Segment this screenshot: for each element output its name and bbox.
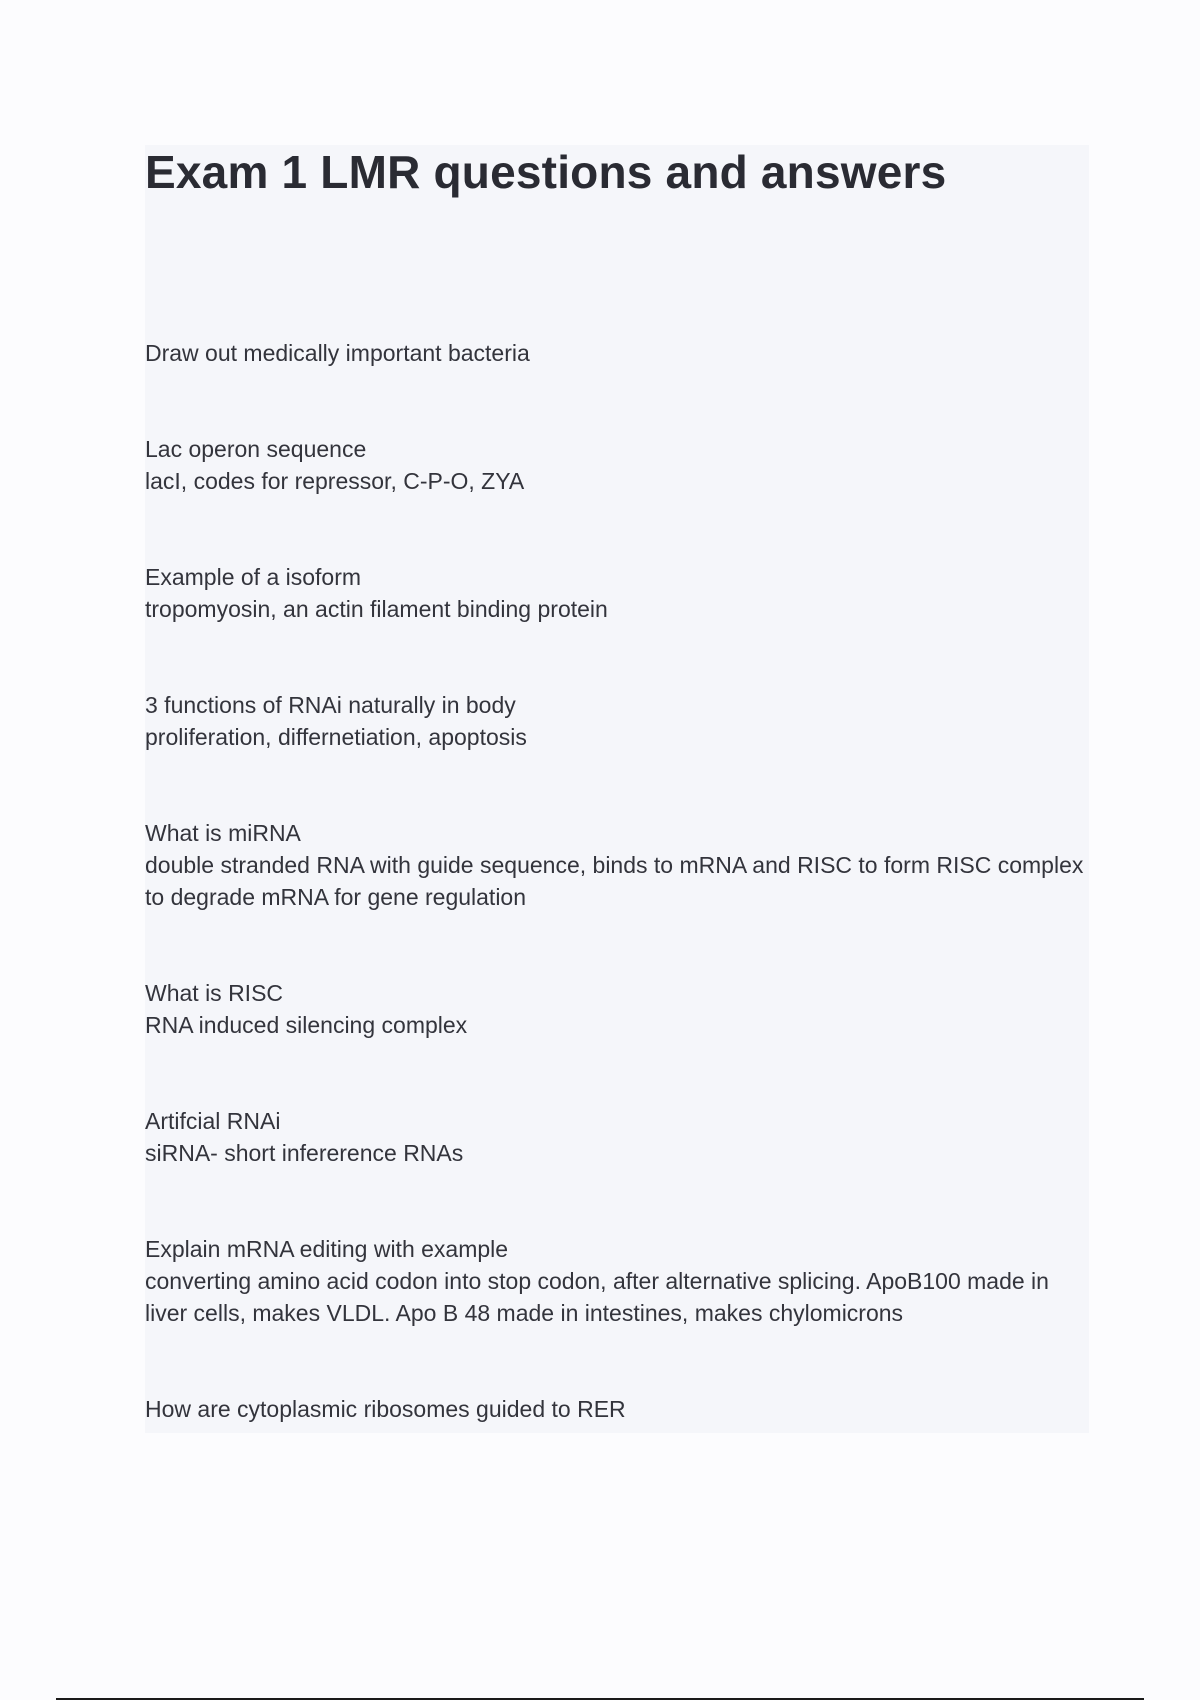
question-text: Draw out medically important bacteria bbox=[145, 340, 530, 366]
question-text: Explain mRNA editing with example bbox=[145, 1236, 509, 1262]
qa-item bbox=[145, 977, 1085, 1041]
answer-text: double stranded RNA with guide sequence, binds to mRNA and RISC to form RISC complex to degrade mRNA for gene regulation bbox=[145, 852, 1084, 910]
document-title: Exam 1 LMR questions and answers bbox=[145, 146, 947, 198]
qa-item bbox=[145, 1393, 1085, 1425]
qa-item bbox=[145, 561, 1085, 625]
qa-item bbox=[145, 1105, 1085, 1169]
answer-text: converting amino acid codon into stop codon, after alternative splicing. ApoB100 made in liver cells, makes VLDL. Apo B 48 made in intestines, makes chylomicrons bbox=[145, 1268, 1049, 1326]
answer-text: tropomyosin, an actin filament binding protein bbox=[145, 596, 608, 622]
question-text: Lac operon sequence bbox=[145, 436, 367, 462]
answer-text: siRNA- short infererence RNAs bbox=[145, 1140, 464, 1166]
question-text: Artifcial RNAi bbox=[145, 1108, 281, 1134]
question-text: What is RISC bbox=[145, 980, 284, 1006]
answer-text: lacI, codes for repressor, C-P-O, ZYA bbox=[145, 468, 525, 494]
answer-text: proliferation, differnetiation, apoptosis bbox=[145, 724, 527, 750]
qa-item bbox=[145, 337, 1085, 369]
qa-item bbox=[145, 817, 1085, 913]
question-text: 3 functions of RNAi naturally in body bbox=[145, 692, 516, 718]
question-text: What is miRNA bbox=[145, 820, 301, 846]
question-text: Example of a isoform bbox=[145, 564, 362, 590]
qa-list bbox=[145, 337, 1085, 1425]
qa-item bbox=[145, 689, 1085, 753]
qa-item bbox=[145, 1233, 1085, 1329]
question-text: How are cytoplasmic ribosomes guided to RER bbox=[145, 1396, 626, 1422]
answer-text: RNA induced silencing complex bbox=[145, 1012, 468, 1038]
qa-item bbox=[145, 433, 1085, 497]
